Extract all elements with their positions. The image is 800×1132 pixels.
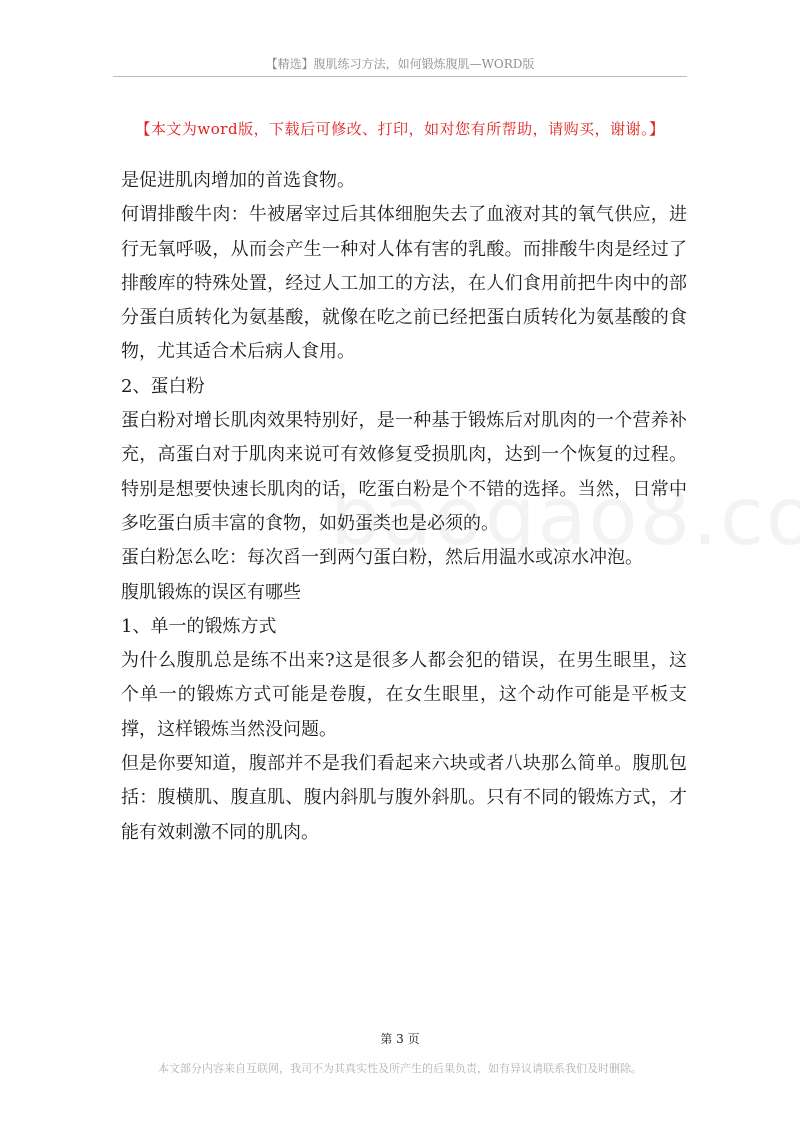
section-heading: 1、单一的锻炼方式 (121, 615, 277, 637)
paragraph: 何谓排酸牛肉：牛被屠宰过后其体细胞失去了血液对其的氧气供应，进行无氧呼吸，从而会产生一种对人体有害的乳酸。而排酸牛肉是经过了排酸库的特殊处置，经过人工加工的方法，在人们食用前把牛肉中的部分蛋白质转化为氨基酸，就像在吃之前已经把蛋白质转化为氨基酸的食物，尤其适合术后病人食用。 (121, 204, 687, 363)
paragraph: 是促进肌肉增加的首选食物。 (121, 170, 355, 191)
paragraph: 为什么腹肌总是练不出来?这是很多人都会犯的错误，在男生眼里，这个单一的锻炼方式可能是卷腹，在女生眼里，这个动作可能是平板支撑，这样锻炼当然没问题。 (121, 650, 687, 740)
paragraph: 但是你要知道，腹部并不是我们看起来六块或者八块那么简单。腹肌包括：腹横肌、腹直肌、腹内斜肌与腹外斜肌。只有不同的锻炼方式，才能有效刺激不同的肌肉。 (121, 753, 687, 843)
page-footer-disclaimer: 本文部分内容来自互联网，我司不为其真实性及所产生的后果负责，如有异议请联系我们及时删除。 (158, 1062, 642, 1075)
document-body (121, 164, 687, 850)
paragraph: 蛋白粉对增长肌肉效果特别好，是一种基于锻炼后对肌肉的一个营养补充，高蛋白对于肌肉来说可有效修复受损肌肉，达到一个恢复的过程。特别是想要快速长肌肉的话，吃蛋白粉是个不错的选择。当然，日常中多吃蛋白质丰富的食物，如奶蛋类也是必须的。 (121, 410, 687, 534)
page-header (113, 56, 687, 77)
header-title: 【精选】腹肌练习方法，如何锻炼腹肌—WORD版 (265, 57, 535, 71)
page-number: 第 3 页 (380, 1032, 420, 1046)
word-version-notice: 【本文为word版，下载后可修改、打印，如对您有所帮助，请购买，谢谢。】 (135, 120, 665, 138)
section-heading: 腹肌锻炼的误区有哪些 (121, 581, 301, 603)
paragraph: 蛋白粉怎么吃：每次舀一到两勺蛋白粉，然后用温水或凉水冲泡。 (121, 547, 643, 569)
section-heading: 2、蛋白粉 (121, 375, 205, 397)
